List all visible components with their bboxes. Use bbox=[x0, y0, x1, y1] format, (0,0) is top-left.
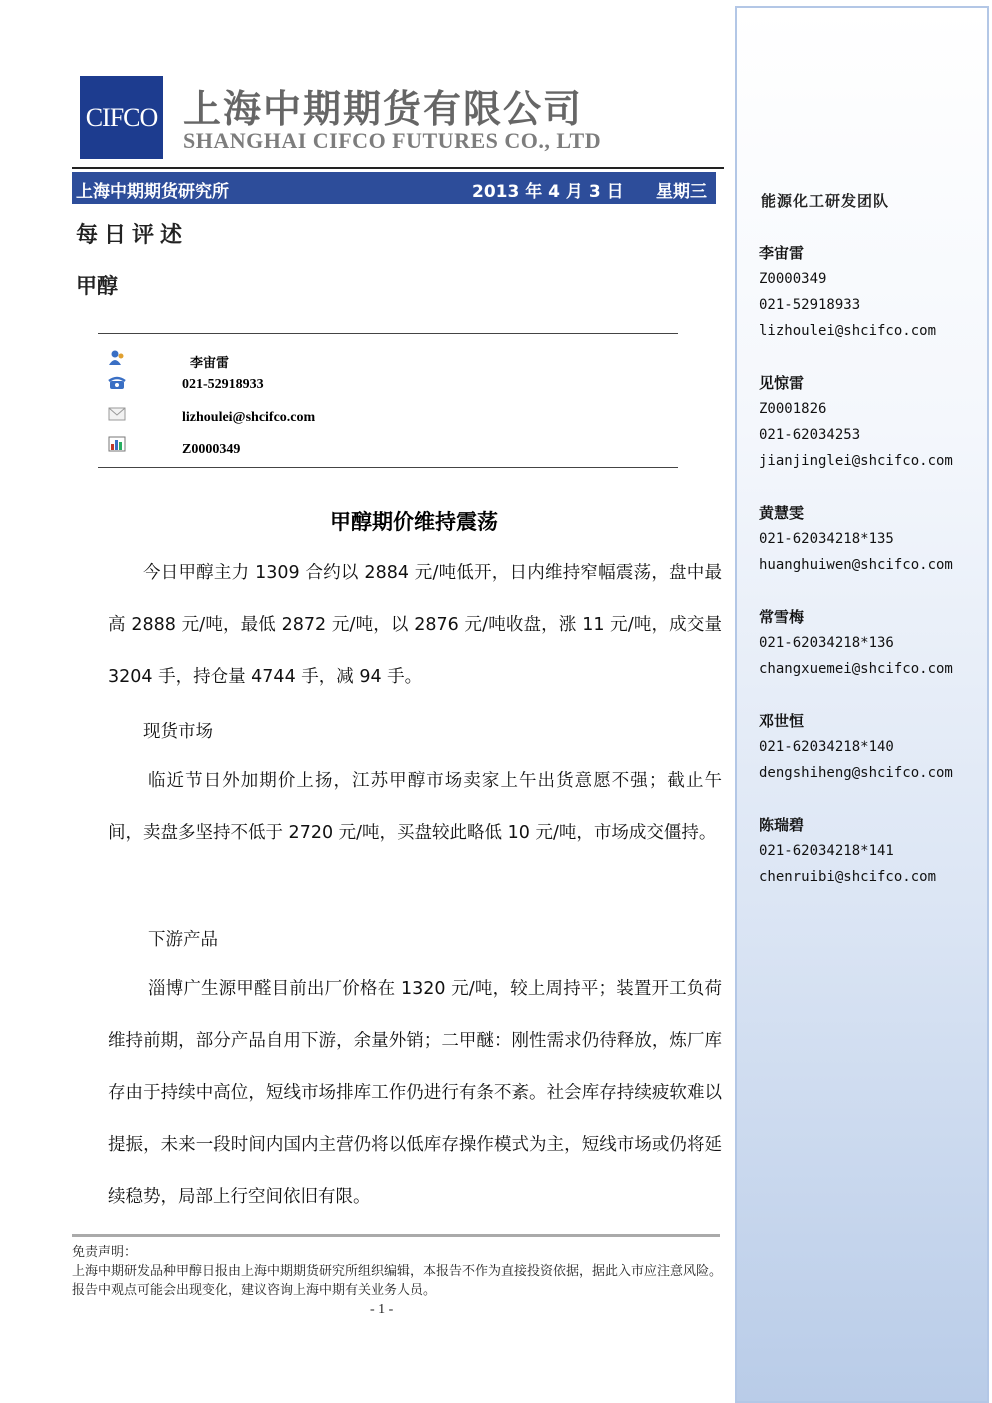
author-license: Z0000349 bbox=[182, 442, 241, 457]
contact-line: 021-62034218*140 bbox=[759, 739, 894, 755]
contact-card bbox=[759, 370, 953, 474]
contact-email[interactable]: huanghuiwen@shcifco.com bbox=[759, 557, 953, 573]
mail-icon bbox=[108, 406, 126, 422]
disclaimer-label: 免责声明： bbox=[72, 1245, 138, 1260]
cifco-logo: CIFCO bbox=[80, 76, 163, 159]
team-title: 能源化工研发团队 bbox=[761, 192, 890, 210]
contact-name: 邓世恒 bbox=[759, 712, 805, 730]
contact-card bbox=[759, 708, 953, 786]
paragraph-spot-market: 临近节日外加期价上扬，江苏甲醇市场卖家上午出货意愿不强；截止午间，卖盘多坚持不低于 2720 元/吨，买盘较此略低 10 元/吨，市场成交僵持。 bbox=[108, 771, 722, 843]
chart-icon bbox=[108, 436, 126, 452]
contact-name: 李宙雷 bbox=[759, 244, 805, 262]
contact-email[interactable]: lizhoulei@shcifco.com bbox=[759, 323, 937, 339]
paragraph-market-summary: 今日甲醇主力 1309 合约以 2884 元/吨低开，日内维持窄幅震荡，盘中最高 2888 元/吨，最低 2872 元/吨，以 2876 元/吨收盘，涨 11 元/吨，成交量 3204 手，持仓量 4744 手，减 94 手。 bbox=[108, 563, 722, 687]
company-name-en: SHANGHAI CIFCO FUTURES CO., LTD bbox=[183, 128, 602, 153]
article-title: 甲醇期价维持震荡 bbox=[330, 510, 498, 534]
report-date: 2013 年 4 月 3 日 bbox=[472, 182, 624, 202]
author-phone: 021-52918933 bbox=[182, 377, 264, 392]
author-bottom-divider bbox=[98, 467, 678, 468]
contact-name: 陈瑞碧 bbox=[759, 816, 805, 834]
company-name-cn: 上海中期期货有限公司 bbox=[183, 87, 584, 131]
contact-line: 021-62034218*136 bbox=[759, 635, 894, 651]
contact-name: 常雪梅 bbox=[759, 608, 805, 626]
contact-email[interactable]: chenruibi@shcifco.com bbox=[759, 869, 937, 885]
contact-name: 黄慧雯 bbox=[759, 504, 805, 522]
author-email[interactable]: lizhoulei@shcifco.com bbox=[182, 410, 316, 425]
report-banner bbox=[72, 172, 716, 204]
contact-card bbox=[759, 604, 953, 682]
contact-line: Z0001826 bbox=[759, 401, 827, 417]
person-icon bbox=[108, 350, 126, 366]
spot-market-heading: 现货市场 bbox=[143, 722, 213, 742]
header-divider bbox=[72, 167, 724, 169]
contact-card bbox=[759, 812, 936, 890]
footer-divider bbox=[72, 1234, 720, 1237]
author-name: 李宙雷 bbox=[190, 356, 230, 371]
author-top-divider bbox=[98, 333, 678, 334]
contact-line: 021-62034218*135 bbox=[759, 531, 894, 547]
contact-email[interactable]: dengshiheng@shcifco.com bbox=[759, 765, 953, 781]
disclaimer bbox=[72, 1243, 722, 1300]
contact-line: 021-52918933 bbox=[759, 297, 861, 313]
contact-email[interactable]: jianjinglei@shcifco.com bbox=[759, 453, 953, 469]
institute-name: 上海中期期货研究所 bbox=[76, 182, 229, 202]
product-name: 甲醇 bbox=[76, 274, 118, 298]
contact-email[interactable]: changxuemei@shcifco.com bbox=[759, 661, 953, 677]
contact-card bbox=[759, 240, 936, 344]
contact-line: 021-62034218*141 bbox=[759, 843, 894, 859]
section-title: 每日评述 bbox=[76, 223, 189, 248]
page-number: - 1 - bbox=[370, 1302, 394, 1317]
report-weekday: 星期三 bbox=[656, 182, 707, 202]
disclaimer-text: 上海中期研发品种甲醇日报由上海中期期货研究所组织编辑，本报告不作为直接投资依据，据此入市应注意风险。报告中观点可能会出现变化，建议咨询上海中期有关业务人员。 bbox=[72, 1264, 723, 1298]
downstream-heading: 下游产品 bbox=[148, 930, 218, 950]
contact-sidebar bbox=[735, 6, 989, 1403]
paragraph-downstream: 淄博广生源甲醛目前出厂价格在 1320 元/吨，较上周持平；装置开工负荷维持前期，部分产品自用下游，余量外销；二甲醚：刚性需求仍待释放，炼厂库存由于持续中高位，短线市场排库工作仍进行有条不紊。社会库存持续疲软难以提振，未来一段时间内国内主营仍将以低库存操作模式为主，短线市场或仍将延续稳势，局部上行空间依旧有限。 bbox=[108, 979, 722, 1207]
contact-line: Z0000349 bbox=[759, 271, 827, 287]
contact-name: 见惊雷 bbox=[759, 374, 805, 392]
phone-icon bbox=[108, 375, 126, 391]
contact-line: 021-62034253 bbox=[759, 427, 861, 443]
